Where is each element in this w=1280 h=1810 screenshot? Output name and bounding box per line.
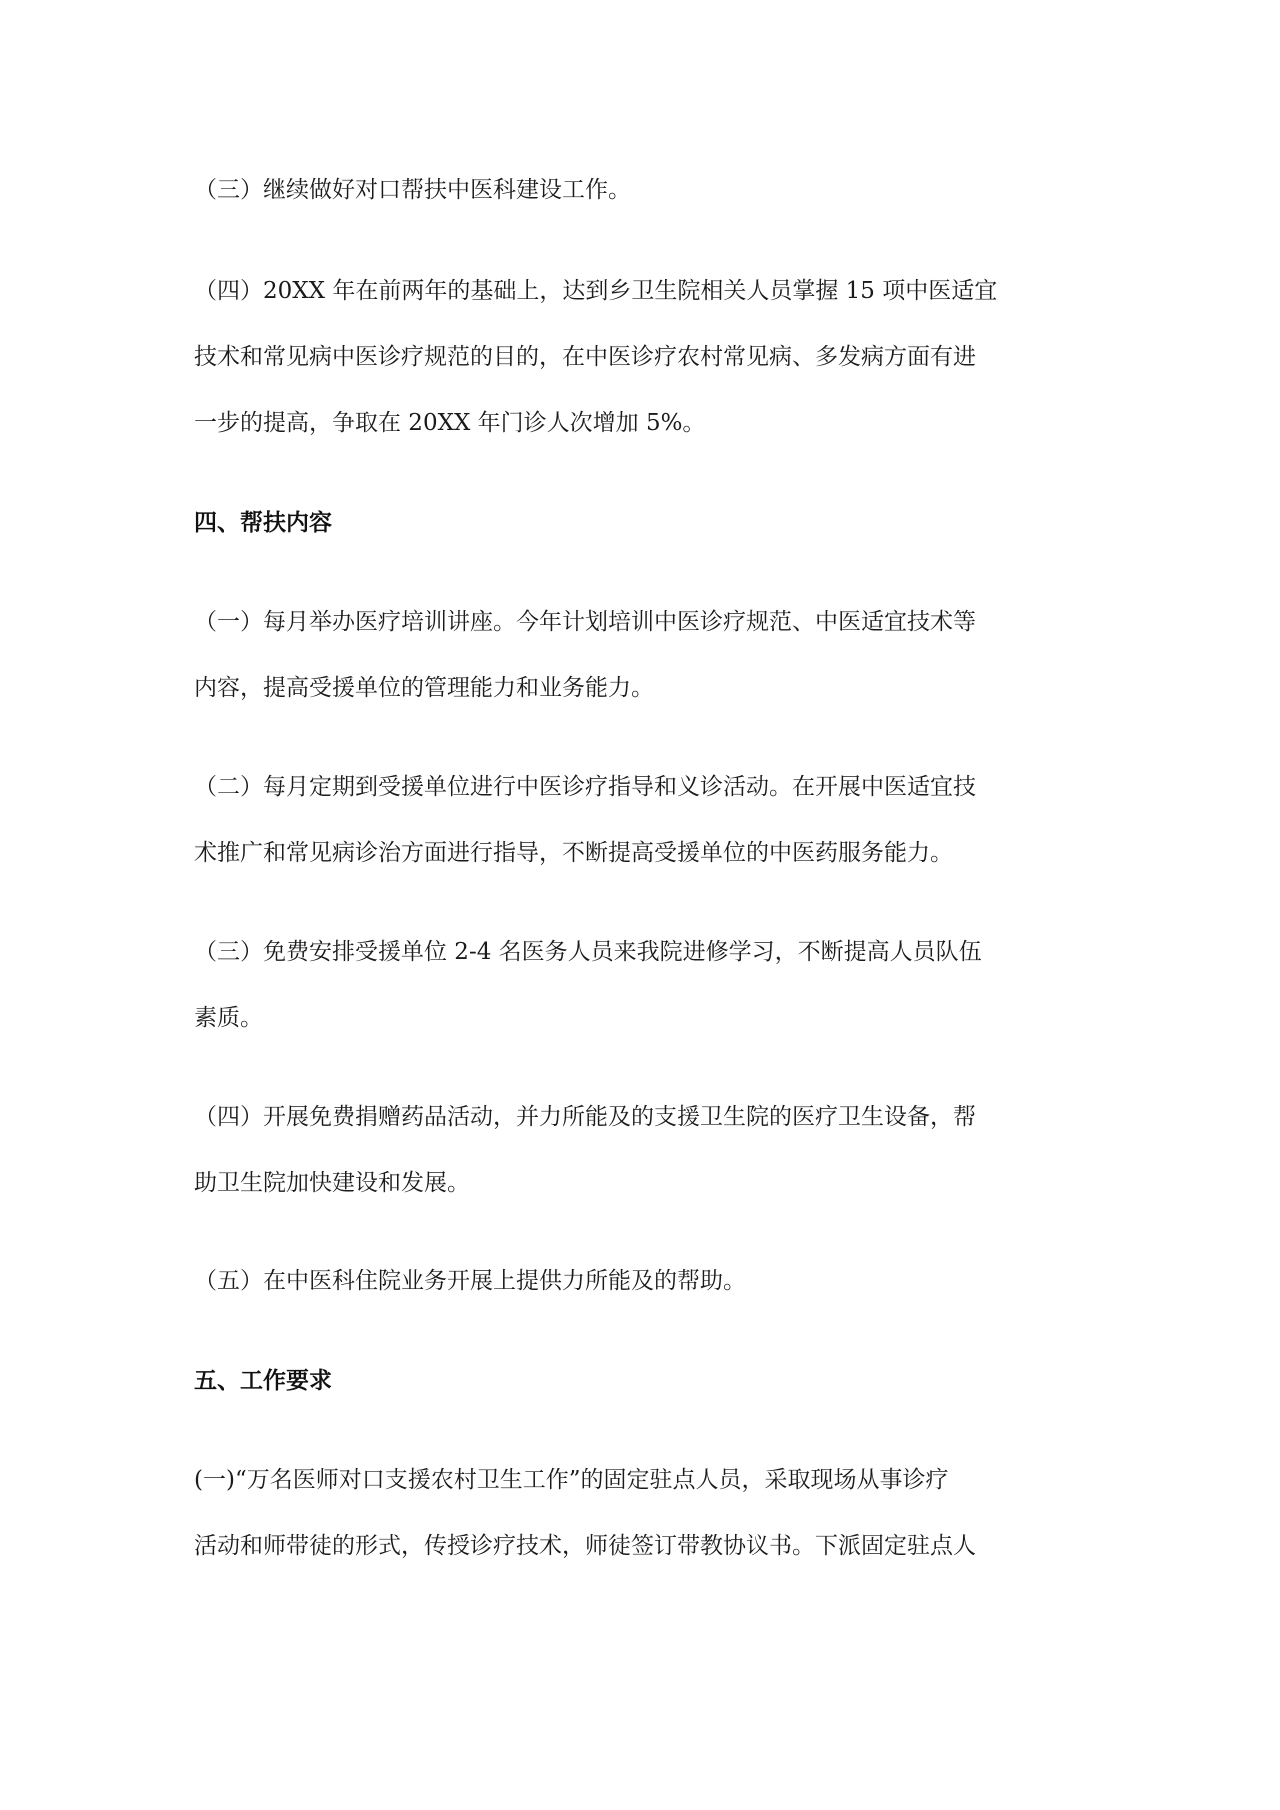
paragraph-line: （四）开展免费捐赠药品活动，并力所能及的支援卫生院的医疗卫生设备，帮 <box>194 1104 976 1130</box>
paragraph-line: 素质。 <box>194 1005 263 1031</box>
paragraph-line: 助卫生院加快建设和发展。 <box>194 1170 470 1196</box>
paragraph-line: （四）20XX 年在前两年的基础上，达到乡卫生院相关人员掌握 15 项中医适宜 <box>194 278 998 304</box>
paragraph-line: 术推广和常见病诊治方面进行指导，不断提高受援单位的中医药服务能力。 <box>194 840 953 866</box>
section-heading: 五、工作要求 <box>194 1368 332 1394</box>
paragraph-line: 技术和常见病中医诊疗规范的目的，在中医诊疗农村常见病、多发病方面有进 <box>194 344 976 370</box>
paragraph-line: （一）每月举办医疗培训讲座。今年计划培训中医诊疗规范、中医适宜技术等 <box>194 609 976 635</box>
paragraph-line: （二）每月定期到受援单位进行中医诊疗指导和义诊活动。在开展中医适宜技 <box>194 774 976 800</box>
paragraph-line: 活动和师带徒的形式，传授诊疗技术，师徒签订带教协议书。下派固定驻点人 <box>194 1533 976 1559</box>
section-heading: 四、帮扶内容 <box>194 510 332 536</box>
paragraph-line: （三）继续做好对口帮扶中医科建设工作。 <box>194 177 631 203</box>
paragraph-line: （五）在中医科住院业务开展上提供力所能及的帮助。 <box>194 1268 746 1294</box>
paragraph-line: （三）免费安排受援单位 2-4 名医务人员来我院进修学习，不断提高人员队伍 <box>194 939 982 965</box>
paragraph-line: 内容，提高受援单位的管理能力和业务能力。 <box>194 675 654 701</box>
paragraph-line: 一步的提高，争取在 20XX 年门诊人次增加 5%。 <box>194 410 706 436</box>
paragraph-line: (一)“万名医师对口支援农村卫生工作”的固定驻点人员，采取现场从事诊疗 <box>194 1467 949 1493</box>
